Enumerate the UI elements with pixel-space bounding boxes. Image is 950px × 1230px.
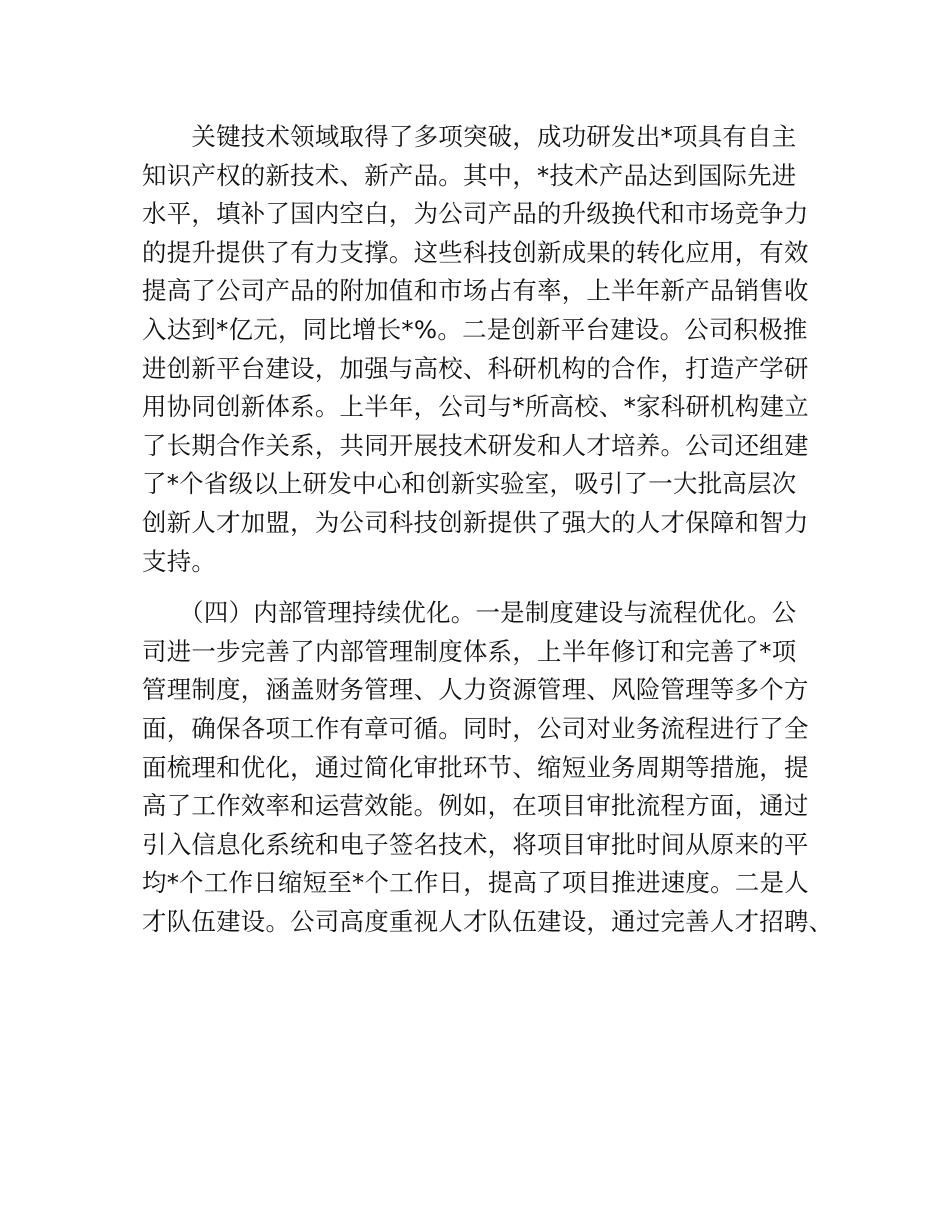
text-line: （四）内部管理持续优化。一是制度建设与流程优化。公 <box>142 598 797 628</box>
text-line: 均*个工作日缩短至*个工作日，提高了项目推进速度。二是人 <box>142 868 809 898</box>
text-line: 水平，填补了国内空白，为公司产品的升级换代和市场竞争力 <box>142 199 809 229</box>
text-line: 管理制度，涵盖财务管理、人力资源管理、风险管理等多个方 <box>142 675 809 705</box>
text-line: 支持。 <box>142 546 217 576</box>
text-line: 面，确保各项工作有章可循。同时，公司对业务流程进行了全 <box>142 713 809 743</box>
text-line: 的提升提供了有力支撑。这些科技创新成果的转化应用，有效 <box>142 237 809 267</box>
text-line: 进创新平台建设，加强与高校、科研机构的合作，打造产学研 <box>142 353 809 383</box>
text-line: 引入信息化系统和电子签名技术，将项目审批时间从原来的平 <box>142 829 809 859</box>
text-line: 才队伍建设。公司高度重视人才队伍建设，通过完善人才招聘、 <box>142 906 834 936</box>
text-line: 入达到*亿元，同比增长*%。二是创新平台建设。公司积极推 <box>142 314 808 344</box>
paragraph-innovation <box>142 118 822 581</box>
text-line: 了*个省级以上研发中心和创新实验室，吸引了一大批高层次 <box>142 469 797 499</box>
text-line: 用协同创新体系。上半年，公司与*所高校、*家科研机构建立 <box>142 392 809 422</box>
text-line: 创新人才加盟，为公司科技创新提供了强大的人才保障和智力 <box>142 507 809 537</box>
text-line: 面梳理和优化，通过简化审批环节、缩短业务周期等措施，提 <box>142 752 809 782</box>
text-line: 提高了公司产品的附加值和市场占有率，上半年新产品销售收 <box>142 276 809 306</box>
paragraph-spacer <box>142 581 822 594</box>
document-body <box>142 118 834 941</box>
paragraph-internal-management <box>142 594 834 941</box>
text-line: 知识产权的新技术、新产品。其中，*技术产品达到国际先进 <box>142 160 797 190</box>
text-line: 高了工作效率和运营效能。例如，在项目审批流程方面，通过 <box>142 791 809 821</box>
text-line: 了长期合作关系，共同开展技术研发和人才培养。公司还组建 <box>142 430 809 460</box>
text-line: 司进一步完善了内部管理制度体系，上半年修订和完善了*项 <box>142 636 797 666</box>
text-line: 关键技术领域取得了多项突破，成功研发出*项具有自主 <box>142 122 797 151</box>
